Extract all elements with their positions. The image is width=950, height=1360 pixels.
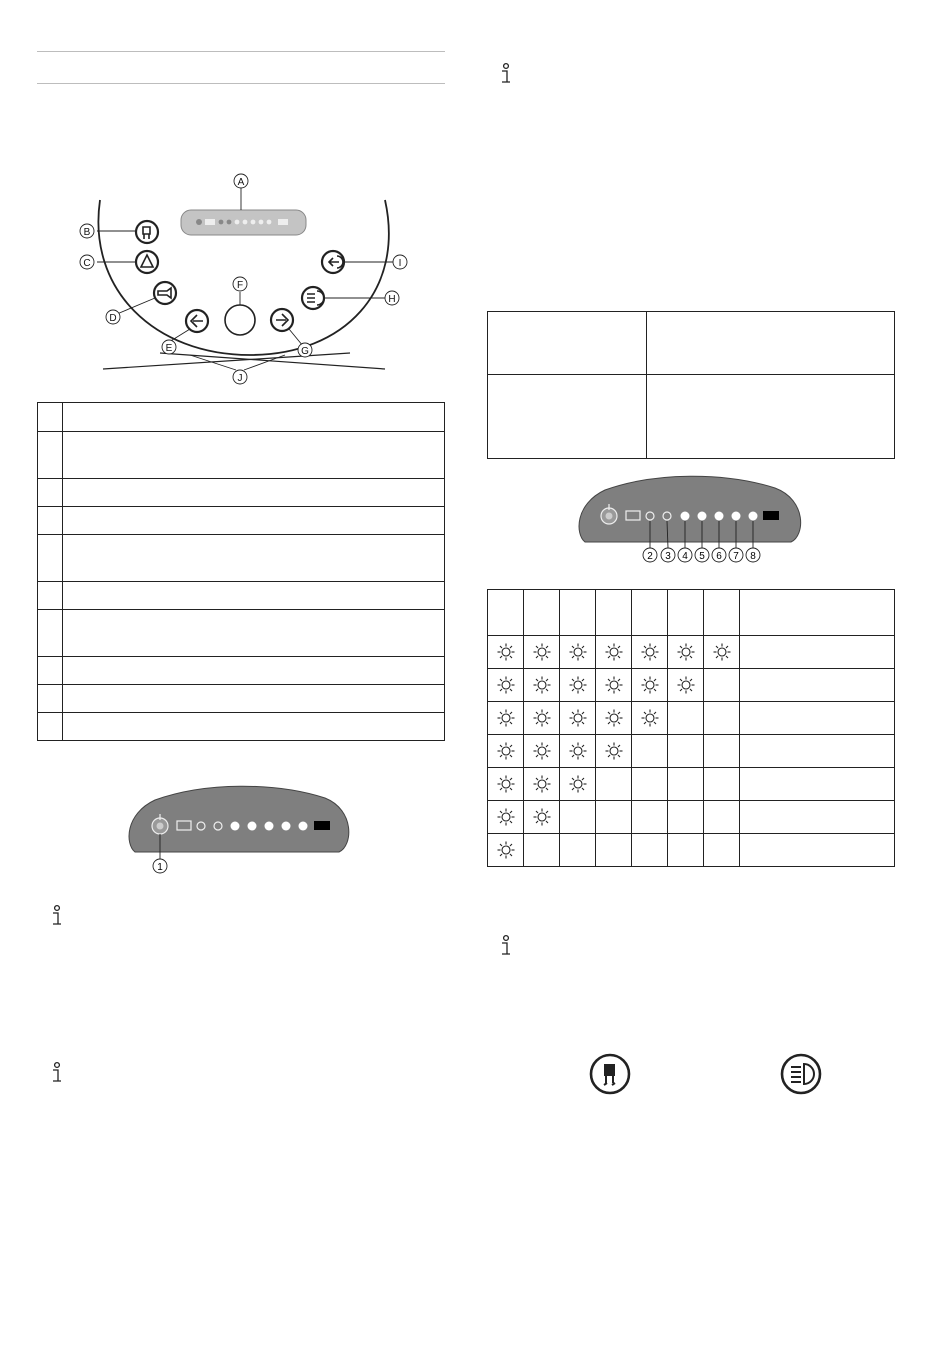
led-cell xyxy=(632,636,668,669)
led-on-icon xyxy=(569,775,587,793)
led-cell xyxy=(560,669,596,702)
center-button xyxy=(225,305,255,335)
indicator-panel-figure xyxy=(125,784,350,876)
led-on-icon xyxy=(497,841,515,859)
table-row xyxy=(488,669,895,702)
led-on-icon xyxy=(497,643,515,661)
led-cell xyxy=(632,669,668,702)
callout-h: H xyxy=(388,294,396,305)
led-cell xyxy=(704,702,740,735)
legend-key xyxy=(38,610,63,657)
led-cell xyxy=(596,735,632,768)
led-on-icon xyxy=(533,643,551,661)
led-on-icon xyxy=(569,643,587,661)
led-cell xyxy=(596,834,632,867)
legend-key xyxy=(38,657,63,685)
callout-d: D xyxy=(109,313,117,324)
callout-e: E xyxy=(165,343,173,354)
table-cell xyxy=(647,312,895,375)
led-on-icon xyxy=(641,643,659,661)
led-cell xyxy=(704,834,740,867)
led-label-5: 5 xyxy=(699,551,705,562)
led-cell xyxy=(560,801,596,834)
led-cell xyxy=(704,669,740,702)
callout-g: G xyxy=(301,346,309,357)
legend-text xyxy=(63,582,445,610)
legend-table xyxy=(37,402,445,741)
table-header-row xyxy=(488,590,895,636)
led-on-icon xyxy=(641,676,659,694)
table-row xyxy=(38,685,445,713)
led-on-icon xyxy=(713,643,731,661)
legend-key xyxy=(38,479,63,507)
led-cell xyxy=(524,768,560,801)
table-row xyxy=(38,610,445,657)
callout-a: A xyxy=(237,177,245,188)
led-on-icon xyxy=(605,742,623,760)
description-cell xyxy=(740,801,895,834)
legend-text xyxy=(63,685,445,713)
seat-lift-icon xyxy=(588,1052,632,1096)
header-rule-top xyxy=(37,51,445,52)
table-row xyxy=(488,702,895,735)
table-row xyxy=(38,507,445,535)
table-row xyxy=(38,403,445,432)
led-on-icon xyxy=(497,676,515,694)
table-cell xyxy=(488,375,647,459)
legend-text xyxy=(63,403,445,432)
legend-key xyxy=(38,582,63,610)
led-on-icon xyxy=(533,808,551,826)
legend-text xyxy=(63,507,445,535)
led-cell xyxy=(488,669,524,702)
legend-text xyxy=(63,713,445,741)
description-cell xyxy=(740,768,895,801)
callout-f: F xyxy=(236,280,244,291)
led-cell xyxy=(524,702,560,735)
led-cell xyxy=(488,768,524,801)
led-on-icon xyxy=(497,709,515,727)
led-on-icon xyxy=(677,676,695,694)
led-cell xyxy=(632,801,668,834)
led-cell xyxy=(560,636,596,669)
led-cell xyxy=(632,768,668,801)
indicator-label-1: 1 xyxy=(157,862,163,873)
table-row xyxy=(488,768,895,801)
header-cell xyxy=(524,590,560,636)
led-label-2: 2 xyxy=(647,551,653,562)
table-row xyxy=(38,713,445,741)
led-cell xyxy=(632,702,668,735)
led-label-6: 6 xyxy=(716,551,722,562)
info-icon xyxy=(499,63,513,85)
led-on-icon xyxy=(605,643,623,661)
led-cell xyxy=(488,636,524,669)
led-cell xyxy=(704,801,740,834)
header-cell xyxy=(632,590,668,636)
legend-key xyxy=(38,432,63,479)
description-cell xyxy=(740,636,895,669)
led-on-icon xyxy=(569,742,587,760)
led-label-4: 4 xyxy=(682,551,688,562)
table-row xyxy=(38,432,445,479)
table-row xyxy=(488,312,895,375)
led-cell xyxy=(560,735,596,768)
led-on-icon xyxy=(497,775,515,793)
led-on-icon xyxy=(641,709,659,727)
led-on-icon xyxy=(569,709,587,727)
description-cell xyxy=(740,702,895,735)
info-icon xyxy=(50,905,64,927)
led-on-icon xyxy=(677,643,695,661)
table-cell xyxy=(488,312,647,375)
led-cell xyxy=(488,801,524,834)
info-icon xyxy=(50,1062,64,1084)
led-cell xyxy=(524,801,560,834)
legend-text xyxy=(63,479,445,507)
table-row xyxy=(488,735,895,768)
table-row xyxy=(488,801,895,834)
led-cell xyxy=(560,768,596,801)
header-cell xyxy=(596,590,632,636)
led-cell xyxy=(632,834,668,867)
led-cell xyxy=(524,834,560,867)
led-label-3: 3 xyxy=(665,551,671,562)
led-cell xyxy=(560,702,596,735)
legend-key xyxy=(38,685,63,713)
led-on-icon xyxy=(497,742,515,760)
led-cell xyxy=(596,768,632,801)
led-cell xyxy=(704,636,740,669)
legend-text xyxy=(63,657,445,685)
description-cell xyxy=(740,735,895,768)
led-on-icon xyxy=(533,676,551,694)
led-on-icon xyxy=(497,808,515,826)
led-on-icon xyxy=(533,742,551,760)
led-cell xyxy=(632,735,668,768)
led-cell xyxy=(668,768,704,801)
table-row xyxy=(38,479,445,507)
led-cell xyxy=(488,702,524,735)
legend-text xyxy=(63,610,445,657)
header-cell xyxy=(560,590,596,636)
led-on-icon xyxy=(533,775,551,793)
header-cell xyxy=(488,590,524,636)
callout-c: C xyxy=(83,258,91,269)
info-icon xyxy=(499,935,513,957)
table-row xyxy=(488,636,895,669)
led-cell xyxy=(488,834,524,867)
header-rule-bottom xyxy=(37,83,445,84)
control-panel-diagram xyxy=(83,170,415,390)
led-cell xyxy=(560,834,596,867)
headlight-icon xyxy=(779,1052,823,1096)
table-row xyxy=(488,834,895,867)
led-cell xyxy=(704,768,740,801)
indicator-leds-figure xyxy=(575,474,805,566)
charge-level-table xyxy=(487,589,895,867)
legend-text xyxy=(63,535,445,582)
header-cell xyxy=(740,590,895,636)
config-table xyxy=(487,311,895,459)
callout-j: J xyxy=(237,373,243,384)
legend-key xyxy=(38,403,63,432)
table-row xyxy=(38,582,445,610)
led-cell xyxy=(488,735,524,768)
description-cell xyxy=(740,834,895,867)
table-cell xyxy=(647,375,895,459)
led-on-icon xyxy=(605,676,623,694)
callout-b: B xyxy=(83,227,91,238)
led-cell xyxy=(668,669,704,702)
led-cell xyxy=(596,702,632,735)
callout-i: I xyxy=(398,258,402,269)
led-cell xyxy=(596,669,632,702)
led-cell xyxy=(524,735,560,768)
header-cell xyxy=(704,590,740,636)
legend-text xyxy=(63,432,445,479)
led-cell xyxy=(596,636,632,669)
led-on-icon xyxy=(569,676,587,694)
led-cell xyxy=(524,636,560,669)
table-row xyxy=(488,375,895,459)
description-cell xyxy=(740,669,895,702)
legend-key xyxy=(38,507,63,535)
led-label-7: 7 xyxy=(733,551,739,562)
led-label-8: 8 xyxy=(750,551,756,562)
led-cell xyxy=(668,636,704,669)
led-on-icon xyxy=(533,709,551,727)
table-row xyxy=(38,657,445,685)
seat-lift-button xyxy=(136,221,158,243)
led-cell xyxy=(668,702,704,735)
led-cell xyxy=(668,801,704,834)
led-cell xyxy=(596,801,632,834)
legend-key xyxy=(38,535,63,582)
header-cell xyxy=(668,590,704,636)
led-cell xyxy=(524,669,560,702)
led-on-icon xyxy=(605,709,623,727)
table-row xyxy=(38,535,445,582)
led-cell xyxy=(704,735,740,768)
led-cell xyxy=(668,834,704,867)
legend-key xyxy=(38,713,63,741)
led-cell xyxy=(668,735,704,768)
